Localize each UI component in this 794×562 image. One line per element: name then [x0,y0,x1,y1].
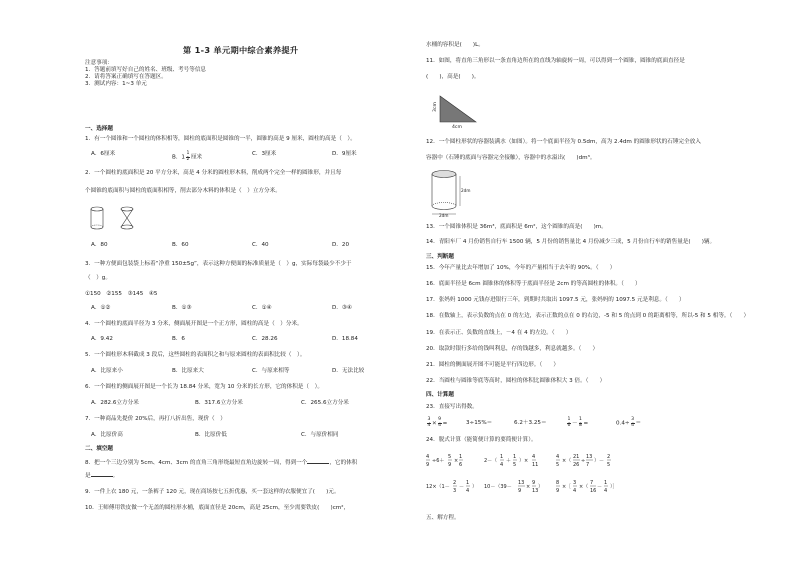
svg-text:4: 4 [466,488,470,494]
svg-text:1: 1 [459,454,463,460]
operator: － [571,420,578,427]
svg-text:×（: ×（ [579,484,589,490]
fraction-denominator: 8 [579,422,582,428]
q3-option-a[interactable]: A．①② [91,305,111,311]
q1-option-b-unit: 厘米 [190,154,203,161]
section-choice: 一、选择题 [85,126,113,132]
svg-text:×［: ×［ [562,484,572,490]
svg-text:）］: ）］ [610,484,618,490]
fraction [186,152,190,162]
question-18: 18．在数轴上，表示负数的点在 0 的左边，表示正数的点在 0 的右边，-5 和 5 的点到 0 的距离相等，所以-5 和 5 相等。（ ） [426,313,750,319]
q7-option-a[interactable]: A．比原价高 [91,432,123,438]
svg-text:7: 7 [586,462,590,468]
svg-text:21: 21 [573,454,580,460]
operator: ÷ [624,420,630,427]
question-8-text-3: 是 [85,473,91,479]
q2-option-b[interactable]: B．60 [172,242,189,248]
question-8-line-1 [85,459,357,467]
question-5: 5．一个圆柱形木料截成 3 段后，这些圆柱的表面积之和与原来圆柱的表面积比较（ ）。 [85,352,306,358]
svg-text:3: 3 [453,488,457,494]
mental-math-item-5 [616,418,641,428]
svg-text:）－: ）－ [594,458,605,464]
question-14: 14．青阳车厂 4 月份销售自行车 1500 辆，5 月份的销售量比 4 月份减少三成，5 月份自行车的销售量是( )辆。 [426,239,716,245]
q4-options [85,337,415,345]
svg-text:4: 4 [426,454,430,460]
question-3-line-1: 3．一种方便面包装袋上标着“净重 150±5g”，表示这种方便面的标准质量是（ ）g，实际每袋最少不少于 [85,261,352,267]
right-triangle-figure [432,94,492,130]
svg-text:11: 11 [532,462,539,468]
svg-text:9: 9 [556,488,560,494]
container-diameter-label: 2dm [439,213,449,218]
fraction [427,418,431,428]
svg-text:2－（: 2－（ [484,458,498,464]
question-15: 15．今年产量比去年增加了 10%，今年的产量相当于去年的 90%。（ ） [426,265,616,271]
section-fill-in: 二、填空题 [85,446,113,452]
question-23: 23．直接写出得数。 [426,404,478,410]
fraction [631,418,635,428]
svg-text:8: 8 [556,480,560,486]
fraction-denominator: 2 [186,156,190,162]
svg-text:1: 1 [500,454,504,460]
svg-text:4: 4 [556,454,560,460]
svg-text:12×（1－: 12×（1－ [426,484,450,490]
triangle-base-label: 4cm [452,125,462,130]
q6-option-b[interactable]: B．317.6立方分米 [195,400,243,406]
svg-text:5: 5 [556,462,560,468]
question-20: 20．取款时银行多给的钱叫利息，存的钱越多，利息就越多。（ ） [426,346,599,352]
q5-option-b[interactable]: B．比原来大 [172,368,204,374]
note-2: 2．请将答案正确填写在答题区。 [85,74,167,80]
svg-text:）×: ）× [519,458,529,464]
note-1: 1．答题前填写好自己的姓名、班级、考号等信息 [85,67,207,73]
svg-text:1: 1 [466,480,470,486]
q3-option-b[interactable]: B．①③ [172,305,192,311]
svg-text:÷: ÷ [581,458,586,464]
svg-text:4: 4 [604,488,608,494]
question-12-line-1: 12．一个圆柱形状的容器装满水（如图）。将一个底面半径为 0.5dm，高为 2.4dm 的圆锥形状的石锤完全放入 [426,139,701,145]
question-9: 9．一件上衣 180 元，一条裤子 120 元，现在商场按七五折优惠，买一套这样的衣服便宜了( )元。 [85,489,340,495]
svg-text:9: 9 [532,480,536,486]
fraction [567,418,571,428]
q4-option-c[interactable]: C．28.26 [252,336,278,342]
equals: = [442,420,448,427]
svg-text:5: 5 [448,454,452,460]
mental-math-item-1 [426,418,447,428]
q5-option-a[interactable]: A．比原来小 [91,368,123,374]
svg-text:1: 1 [604,480,608,486]
question-8-line-2 [85,472,118,480]
question-6: 6．一个圆柱的侧面展开图是一个长为 18.84 分米，宽为 10 分米的长方形，它的体积是（ ）。 [85,384,323,390]
svg-text:7: 7 [590,480,594,486]
svg-text:13: 13 [518,480,525,486]
svg-text:×: × [526,484,531,490]
q3-option-c[interactable]: C．①④ [252,305,272,311]
svg-text:×: × [454,458,459,464]
question-7: 7．一种商品先提价 20%后，再打八折出售，现价（ ） [85,416,226,422]
svg-text:3: 3 [573,480,577,486]
q4-option-a[interactable]: A．9.42 [91,336,113,342]
question-22: 22．当圆柱与圆锥等底等高时，圆柱的体积比圆锥体积大 3 倍。（ ） [426,378,606,384]
question-19: 19．在表示正、负数的直线上，－4 在 4 的左边。（ ） [426,330,572,336]
q1-options [85,150,415,160]
equals: ＝ [635,420,642,427]
q4-option-d[interactable]: D．18.84 [332,336,358,342]
q1-option-c[interactable]: C．3厘米 [252,151,277,157]
svg-text:）: ） [472,484,478,490]
q5-option-c[interactable]: C．与原来相等 [252,368,290,374]
q2-option-a[interactable]: A．80 [91,242,108,248]
fraction-numerator: 9 [438,417,442,422]
mental-math-item-2: 3÷15%＝ [466,420,493,426]
q7-option-c[interactable]: C．与原价相同 [301,432,339,438]
q8-answer-blank-1[interactable] [307,459,329,464]
expression-calculation-figure [426,452,760,504]
section-calculation: 四、计算题 [426,392,454,398]
question-24: 24．脱式计算（能简便计算的要简便计算）。 [426,437,537,443]
triangle-side-label: 3cm [433,102,438,112]
fraction-denominator: 6 [567,422,571,428]
mental-math-row [426,418,760,432]
q7-options [85,433,415,441]
section-true-false: 三、判断题 [426,254,454,260]
cylinder-container-figure [428,168,480,218]
question-11-line-1: 11．如图，将直角三角形以一条直角边所在的直线为轴旋转一周，可以得到一个圆锥，圆锥的底面直径是 [426,58,685,64]
question-17: 17．张妈妈 1000 元钱存进银行三年，到期时共取出 1097.5 元，张妈妈的 1097.5 元是利息。（ ） [426,297,685,303]
svg-text:6: 6 [459,462,463,468]
fraction-denominator: 4 [438,422,442,428]
question-12-line-2: 容器中（石锤的底面与容器完全接触），容器中的水溢出( )dm³。 [426,155,596,161]
fraction-numerator: 3 [427,417,431,422]
q3-options [85,306,415,314]
question-3-items: ①150 ②155 ③145 ④5 [85,291,158,297]
question-10-line-2: 水桶的容积是( )L。 [426,42,484,48]
question-8-text: 8．把一个三边分别为 5cm、4cm、3cm 的直角三角形绕最短直角边旋转一周，得到一个 [85,460,308,466]
fraction-numerator: 3 [631,417,635,422]
q7-option-b[interactable]: B．比原价低 [195,432,227,438]
question-8-text-2: ，它的体积 [329,460,358,466]
svg-text:16: 16 [590,488,597,494]
q1-option-b[interactable] [172,152,202,162]
q1-option-b-label: B．1 [172,154,185,161]
svg-text:10－（39－: 10－（39－ [484,484,512,490]
operator: × [431,420,437,427]
question-4: 4．一个圆柱的底面半径为 3 分米，侧面展开图是一个正方形，圆柱的高是（ ）分米。 [85,321,303,327]
q5-options [85,369,415,377]
fraction-numerator: 1 [579,417,582,422]
question-1: 1．有一个圆锥和一个圆柱的体积相等，圆柱的底面积是圆锥的一半，圆锥的高是 9 厘米，圆柱的高是（ ）。 [85,136,356,142]
equals: = [583,420,589,427]
svg-text:2: 2 [453,480,457,486]
svg-text:－: － [597,484,603,490]
question-8-text-4: 。 [112,473,119,479]
note-3: 3．测试内容：1~3 单元 [85,81,147,87]
q8-answer-blank-2[interactable] [91,472,113,477]
q6-option-c[interactable]: C．265.6立方分米 [301,400,349,406]
question-11-line-2: ( )，高是( )。 [426,74,480,80]
question-10-line-1: 10．王师傅用铁皮做一个无盖的圆柱形水桶，底面直径是 20cm，高是 25cm，至少需要铁皮( )cm²， [85,505,350,511]
svg-text:÷6＋: ÷6＋ [432,458,445,464]
fraction-denominator: 4 [631,422,635,428]
question-21: 21．圆柱的侧面展开图不可能是平行四边形。（ ） [426,362,559,368]
q5-option-d[interactable]: D．无法比较 [332,368,365,374]
cylinder-and-cones-figure [89,205,149,231]
svg-text:4: 4 [500,462,504,468]
svg-text:9: 9 [518,488,522,494]
q3-option-d[interactable]: D．③④ [332,305,352,311]
question-16: 16．底面半径是 6cm 圆锥体的体积等于底面半径是 2cm 的等高圆柱的体积。（ ） [426,281,641,287]
section-equations: 五、解方程。 [426,515,460,521]
svg-text:2: 2 [607,454,611,460]
q6-options [85,401,415,409]
fraction-numerator: 1 [567,417,571,422]
q2-option-d[interactable]: D．20 [332,242,350,248]
svg-text:）: ） [538,484,544,490]
fraction-numerator: 1 [186,151,190,156]
svg-text:＋: ＋ [506,458,512,464]
container-height-label: 2dm [461,188,471,193]
mental-math-item-4 [566,418,588,428]
q4-option-b[interactable]: B．6 [172,336,185,342]
q1-option-d[interactable]: D．9厘米 [332,151,357,157]
notes-heading: 注意事项： [85,60,113,66]
svg-text:9: 9 [426,462,430,468]
svg-text:13: 13 [586,454,593,460]
question-13: 13．一个圆锥体积是 36m³，底面积是 6m²，这个圆锥的高是( )m。 [426,224,607,230]
question-2-line-2: 个圆锥的底面积与圆柱的底面积相等，削去部分木料的体积是（ ）立方分米。 [85,188,281,194]
svg-text:－: － [459,484,465,490]
svg-text:13: 13 [532,488,539,494]
svg-text:5: 5 [607,462,611,468]
svg-text:26: 26 [573,462,580,468]
operand: 0.4 [616,420,625,427]
svg-text:1: 1 [513,454,517,460]
fraction [438,418,442,428]
svg-text:9: 9 [448,462,452,468]
svg-text:4: 4 [573,488,577,494]
q2-option-c[interactable]: C．40 [252,242,269,248]
q2-options [85,243,415,251]
fraction-denominator: 4 [427,422,431,428]
fraction [579,418,583,428]
q6-option-a[interactable]: A．282.6立方分米 [91,400,139,406]
svg-text:5: 5 [513,462,517,468]
mental-math-item-3: 6.2＋3.25＝ [514,420,547,426]
page-title: 第 1-3 单元期中综合素养提升 [183,45,299,55]
question-2-line-1: 2．一个圆柱的底面积是 20 平方分米，高是 4 分米的圆柱形木料，削成两个完全一样的圆锥形，并且每 [85,170,342,176]
svg-text:×（: ×（ [562,458,572,464]
q1-option-a[interactable]: A．6厘米 [91,151,116,157]
question-3-line-2: （ ）g。 [85,275,111,281]
svg-text:4: 4 [532,454,536,460]
